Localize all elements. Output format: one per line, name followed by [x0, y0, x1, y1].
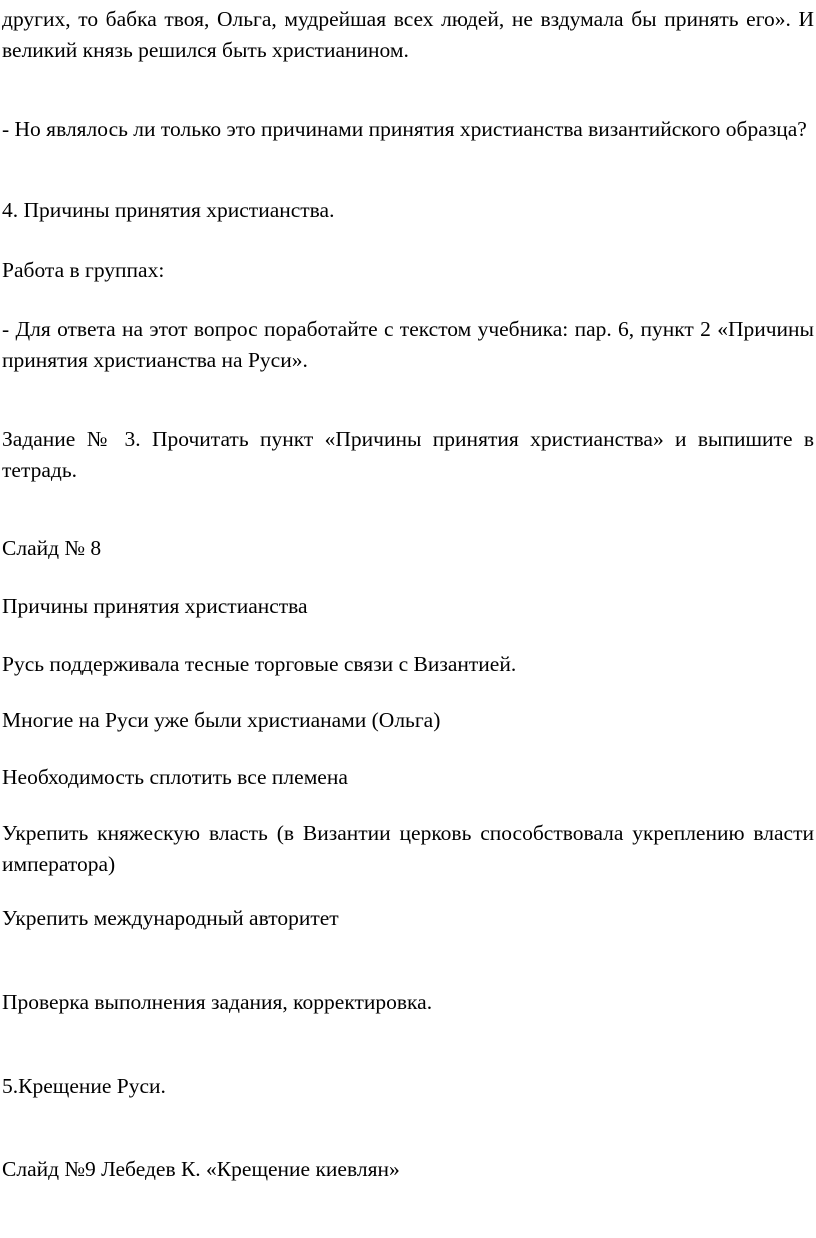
paragraph-group-work: Работа в группах:: [2, 258, 165, 282]
list-item-unite-tribes: Необходимость сплотить все племена: [2, 765, 348, 789]
paragraph-question-reasons: - Но являлось ли только это причинами принятия христианства византийского образца?: [2, 117, 807, 141]
paragraph-slide-9: Слайд №9 Лебедев К. «Крещение киевлян»: [2, 1157, 400, 1181]
list-item-princely-power: Укрепить княжескую власть (в Византии церковь способствовала укреплению власти императора): [2, 821, 814, 876]
paragraph-check-task: Проверка выполнения задания, корректировка.: [2, 990, 433, 1014]
paragraph-task-3: Задание № 3. Прочитать пункт «Причины принятия христианства» и выпишите в тетрадь.: [2, 427, 814, 482]
list-item-christians: Многие на Руси уже были христианами (Ольга): [2, 708, 441, 732]
paragraph-textbook-instruction: - Для ответа на этот вопрос поработайте с текстом учебника: пар. 6, пункт 2 «Причины принятия христианства на Руси».: [2, 317, 814, 372]
section-heading-reasons: 4. Причины принятия христианства.: [2, 198, 335, 222]
paragraph-reasons-title: Причины принятия христианства: [2, 594, 308, 618]
paragraph-slide-8: Слайд № 8: [2, 536, 102, 560]
section-heading-baptism: 5.Крещение Руси.: [2, 1074, 166, 1098]
list-item-authority: Укрепить международный авторитет: [2, 906, 339, 930]
list-item-trade: Русь поддерживала тесные торговые связи с Византией.: [2, 652, 517, 676]
paragraph-olga-quote: других, то бабка твоя, Ольга, мудрейшая всех людей, не вздумала бы принять его». И великий князь решился быть христианином.: [2, 7, 814, 62]
